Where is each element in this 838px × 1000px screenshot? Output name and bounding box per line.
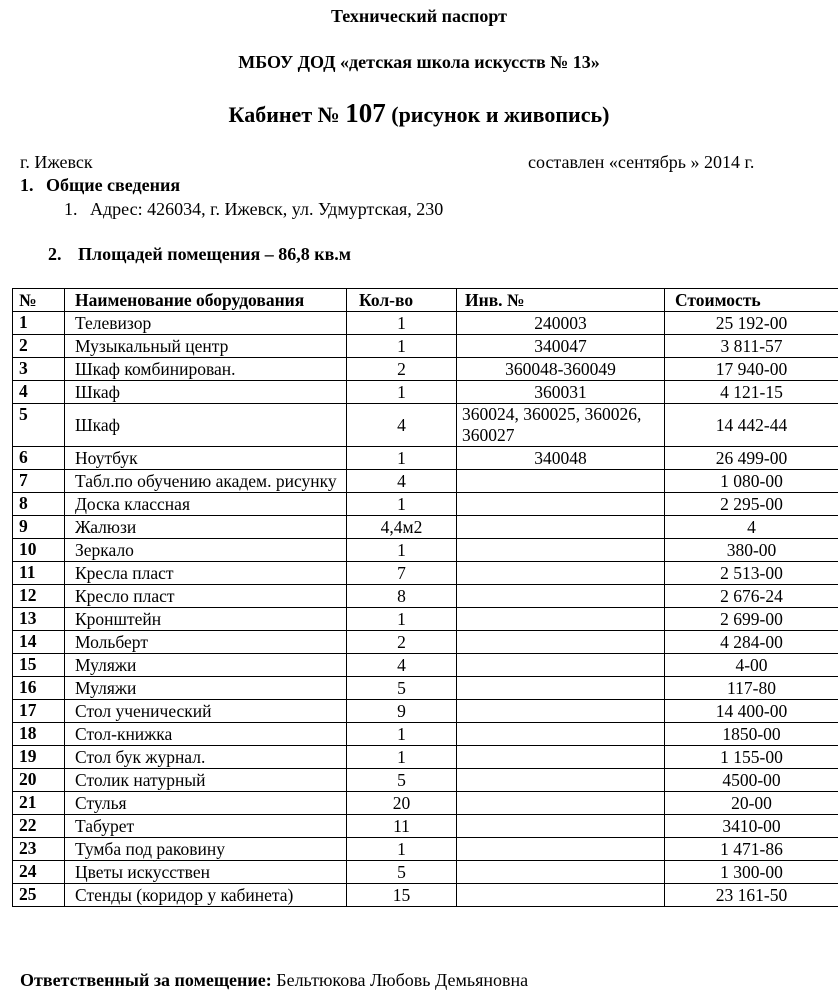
row-num: 5 bbox=[13, 404, 65, 447]
row-cost: 380-00 bbox=[665, 539, 838, 562]
row-inv bbox=[457, 700, 665, 723]
row-qty: 20 bbox=[347, 792, 457, 815]
row-inv bbox=[457, 562, 665, 585]
table-row bbox=[13, 815, 838, 838]
row-qty: 1 bbox=[347, 723, 457, 746]
row-inv bbox=[457, 792, 665, 815]
row-qty: 2 bbox=[347, 358, 457, 381]
header-num: № bbox=[13, 289, 65, 312]
row-name: Шкаф комбинирован. bbox=[65, 358, 347, 381]
table-row bbox=[13, 677, 838, 700]
row-cost: 2 295-00 bbox=[665, 493, 838, 516]
table-row bbox=[13, 447, 838, 470]
row-cost: 3410-00 bbox=[665, 815, 838, 838]
row-name: Столик натурный bbox=[65, 769, 347, 792]
section-general-info bbox=[20, 175, 180, 196]
row-qty: 1 bbox=[347, 447, 457, 470]
row-num: 16 bbox=[13, 677, 65, 700]
table-row bbox=[13, 861, 838, 884]
row-qty: 1 bbox=[347, 838, 457, 861]
row-inv bbox=[457, 723, 665, 746]
table-row bbox=[13, 404, 838, 447]
row-qty: 4 bbox=[347, 404, 457, 447]
row-name: Кресла пласт bbox=[65, 562, 347, 585]
table-row bbox=[13, 884, 838, 907]
row-num: 6 bbox=[13, 447, 65, 470]
row-cost: 2 513-00 bbox=[665, 562, 838, 585]
table-row bbox=[13, 792, 838, 815]
row-qty: 5 bbox=[347, 861, 457, 884]
row-cost: 4500-00 bbox=[665, 769, 838, 792]
row-cost: 2 676-24 bbox=[665, 585, 838, 608]
row-inv bbox=[457, 677, 665, 700]
row-name: Муляжи bbox=[65, 654, 347, 677]
row-qty: 8 bbox=[347, 585, 457, 608]
cabinet-prefix: Кабинет № bbox=[228, 102, 340, 127]
header-name: Наименование оборудования bbox=[65, 289, 347, 312]
row-num: 13 bbox=[13, 608, 65, 631]
row-name: Зеркало bbox=[65, 539, 347, 562]
row-qty: 1 bbox=[347, 539, 457, 562]
row-qty: 1 bbox=[347, 608, 457, 631]
row-qty: 4 bbox=[347, 470, 457, 493]
row-cost: 17 940-00 bbox=[665, 358, 838, 381]
row-inv: 360048-360049 bbox=[457, 358, 665, 381]
row-qty: 5 bbox=[347, 677, 457, 700]
row-name: Цветы искусствен bbox=[65, 861, 347, 884]
row-num: 14 bbox=[13, 631, 65, 654]
row-num: 12 bbox=[13, 585, 65, 608]
row-num: 11 bbox=[13, 562, 65, 585]
row-name: Кронштейн bbox=[65, 608, 347, 631]
row-inv: 360031 bbox=[457, 381, 665, 404]
row-name: Доска классная bbox=[65, 493, 347, 516]
table-row bbox=[13, 746, 838, 769]
row-num: 17 bbox=[13, 700, 65, 723]
row-qty: 2 bbox=[347, 631, 457, 654]
row-name: Табурет bbox=[65, 815, 347, 838]
row-name: Табл.по обучению академ. рисунку bbox=[65, 470, 347, 493]
row-inv bbox=[457, 631, 665, 654]
document-title: Технический паспорт bbox=[330, 6, 507, 26]
row-inv bbox=[457, 746, 665, 769]
row-qty: 4,4м2 bbox=[347, 516, 457, 539]
row-num: 9 bbox=[13, 516, 65, 539]
row-cost: 1 471-86 bbox=[665, 838, 838, 861]
table-row bbox=[13, 838, 838, 861]
row-name: Телевизор bbox=[65, 312, 347, 335]
row-name: Стол бук журнал. bbox=[65, 746, 347, 769]
table-row bbox=[13, 769, 838, 792]
address-line bbox=[64, 199, 443, 220]
row-qty: 1 bbox=[347, 493, 457, 516]
row-inv bbox=[457, 769, 665, 792]
header-cost: Стоимость bbox=[665, 289, 838, 312]
row-qty: 4 bbox=[347, 654, 457, 677]
table-row bbox=[13, 723, 838, 746]
row-name: Муляжи bbox=[65, 677, 347, 700]
row-name: Тумба под раковину bbox=[65, 838, 347, 861]
header-qty: Кол-во bbox=[347, 289, 457, 312]
responsible-label: Ответственный за помещение: bbox=[20, 970, 272, 990]
section-number: 2. bbox=[48, 244, 62, 264]
row-inv bbox=[457, 493, 665, 516]
row-cost: 14 442-44 bbox=[665, 404, 838, 447]
responsible-name: Бельтюкова Любовь Демьяновна bbox=[276, 970, 529, 990]
row-cost: 1 300-00 bbox=[665, 861, 838, 884]
row-qty: 5 bbox=[347, 769, 457, 792]
address-number: 1. bbox=[64, 199, 78, 219]
row-cost: 23 161-50 bbox=[665, 884, 838, 907]
row-cost: 26 499-00 bbox=[665, 447, 838, 470]
section-title: Площадей помещения – 86,8 кв.м bbox=[78, 244, 352, 264]
table-row bbox=[13, 700, 838, 723]
row-cost: 25 192-00 bbox=[665, 312, 838, 335]
row-inv: 340047 bbox=[457, 335, 665, 358]
row-name: Музыкальный центр bbox=[65, 335, 347, 358]
row-cost: 4 284-00 bbox=[665, 631, 838, 654]
row-qty: 1 bbox=[347, 335, 457, 358]
table-row bbox=[13, 335, 838, 358]
section-number: 1. bbox=[20, 175, 34, 195]
row-qty: 11 bbox=[347, 815, 457, 838]
row-cost: 1 155-00 bbox=[665, 746, 838, 769]
row-inv bbox=[457, 815, 665, 838]
table-row bbox=[13, 631, 838, 654]
row-qty: 7 bbox=[347, 562, 457, 585]
row-num: 8 bbox=[13, 493, 65, 516]
row-num: 7 bbox=[13, 470, 65, 493]
compiled-date: составлен «сентябрь » 2014 г. bbox=[528, 152, 755, 172]
row-num: 20 bbox=[13, 769, 65, 792]
row-cost: 1850-00 bbox=[665, 723, 838, 746]
table-row bbox=[13, 312, 838, 335]
row-inv bbox=[457, 470, 665, 493]
row-num: 19 bbox=[13, 746, 65, 769]
row-name: Жалюзи bbox=[65, 516, 347, 539]
row-cost: 117-80 bbox=[665, 677, 838, 700]
row-cost: 4 bbox=[665, 516, 838, 539]
cabinet-title bbox=[0, 98, 838, 129]
row-num: 21 bbox=[13, 792, 65, 815]
row-qty: 9 bbox=[347, 700, 457, 723]
row-cost: 1 080-00 bbox=[665, 470, 838, 493]
row-inv bbox=[457, 884, 665, 907]
row-num: 18 bbox=[13, 723, 65, 746]
row-num: 25 bbox=[13, 884, 65, 907]
section-title: Общие сведения bbox=[46, 175, 181, 195]
row-name: Стол ученический bbox=[65, 700, 347, 723]
row-inv: 240003 bbox=[457, 312, 665, 335]
row-num: 3 bbox=[13, 358, 65, 381]
row-num: 10 bbox=[13, 539, 65, 562]
row-num: 22 bbox=[13, 815, 65, 838]
row-cost: 4 121-15 bbox=[665, 381, 838, 404]
row-cost: 14 400-00 bbox=[665, 700, 838, 723]
section-area bbox=[48, 244, 351, 265]
row-inv bbox=[457, 861, 665, 884]
row-name: Кресло пласт bbox=[65, 585, 347, 608]
row-name: Мольберт bbox=[65, 631, 347, 654]
row-qty: 1 bbox=[347, 746, 457, 769]
organization-name: МБОУ ДОД «детская школа искусств № 13» bbox=[238, 52, 600, 72]
row-cost: 20-00 bbox=[665, 792, 838, 815]
row-cost: 2 699-00 bbox=[665, 608, 838, 631]
city: г. Ижевск bbox=[20, 152, 93, 172]
row-inv bbox=[457, 838, 665, 861]
cabinet-number: 107 bbox=[345, 98, 386, 128]
row-inv bbox=[457, 516, 665, 539]
row-num: 2 bbox=[13, 335, 65, 358]
table-row bbox=[13, 381, 838, 404]
row-name: Стенды (коридор у кабинета) bbox=[65, 884, 347, 907]
header-inv: Инв. № bbox=[457, 289, 665, 312]
table-row bbox=[13, 562, 838, 585]
row-num: 23 bbox=[13, 838, 65, 861]
row-name: Стулья bbox=[65, 792, 347, 815]
row-num: 24 bbox=[13, 861, 65, 884]
row-qty: 15 bbox=[347, 884, 457, 907]
row-inv bbox=[457, 608, 665, 631]
row-name: Шкаф bbox=[65, 381, 347, 404]
row-inv bbox=[457, 585, 665, 608]
row-name: Стол-книжка bbox=[65, 723, 347, 746]
table-row bbox=[13, 470, 838, 493]
row-inv bbox=[457, 539, 665, 562]
row-name: Шкаф bbox=[65, 404, 347, 447]
row-qty: 1 bbox=[347, 381, 457, 404]
table-row bbox=[13, 608, 838, 631]
row-name: Ноутбук bbox=[65, 447, 347, 470]
equipment-table bbox=[12, 288, 838, 907]
table-row bbox=[13, 358, 838, 381]
table-row bbox=[13, 654, 838, 677]
row-inv: 340048 bbox=[457, 447, 665, 470]
address-text: Адрес: 426034, г. Ижевск, ул. Удмуртская, 230 bbox=[90, 199, 444, 219]
row-inv bbox=[457, 654, 665, 677]
table-row bbox=[13, 493, 838, 516]
responsible-person bbox=[20, 970, 528, 991]
table-row bbox=[13, 516, 838, 539]
row-num: 4 bbox=[13, 381, 65, 404]
table-row bbox=[13, 585, 838, 608]
table-header-row bbox=[13, 289, 838, 312]
row-num: 15 bbox=[13, 654, 65, 677]
table-row bbox=[13, 539, 838, 562]
cabinet-suffix: (рисунок и живопись) bbox=[391, 102, 610, 127]
row-cost: 3 811-57 bbox=[665, 335, 838, 358]
row-inv: 360024, 360025, 360026, 360027 bbox=[457, 404, 665, 447]
row-num: 1 bbox=[13, 312, 65, 335]
row-cost: 4-00 bbox=[665, 654, 838, 677]
row-qty: 1 bbox=[347, 312, 457, 335]
